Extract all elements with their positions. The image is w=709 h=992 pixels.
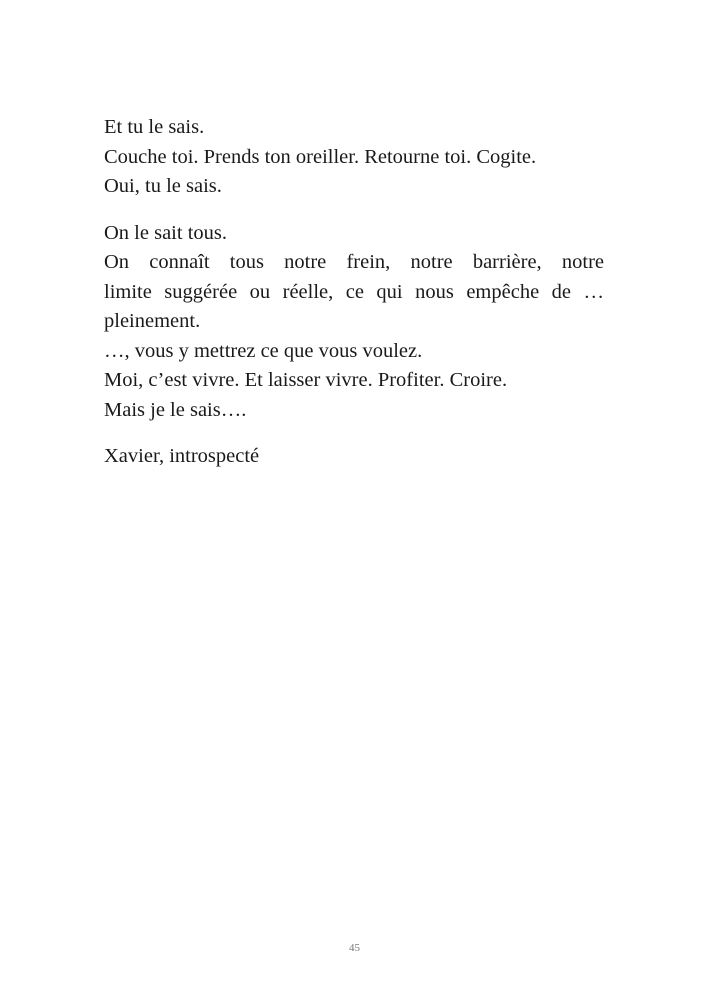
signature: Xavier, introspecté (104, 445, 260, 467)
poem-line: On le sait tous. (104, 221, 227, 244)
poem-line: Mais je le sais…. (104, 398, 247, 421)
page-number: 45 (349, 942, 360, 954)
stanza-2 (104, 219, 604, 426)
poem-line: Oui, tu le sais. (104, 175, 222, 197)
poem-line: pleinement. (104, 310, 201, 332)
poem-line: On connaît tous notre frein, notre barrière, notre (104, 251, 604, 273)
poem-line: …, vous y mettrez ce que vous voulez. (104, 339, 423, 362)
poem-text (104, 113, 604, 472)
poem-line: Et tu le sais. (104, 116, 205, 138)
poem-line: Couche toi. Prends ton oreiller. Retourne toi. Cogite. (104, 145, 537, 168)
stanza-1 (104, 113, 604, 202)
poem-line: limite suggérée ou réelle, ce qui nous empêche de … (104, 280, 604, 303)
poem-line: Moi, c’est vivre. Et laisser vivre. Profiter. Croire. (104, 369, 508, 391)
